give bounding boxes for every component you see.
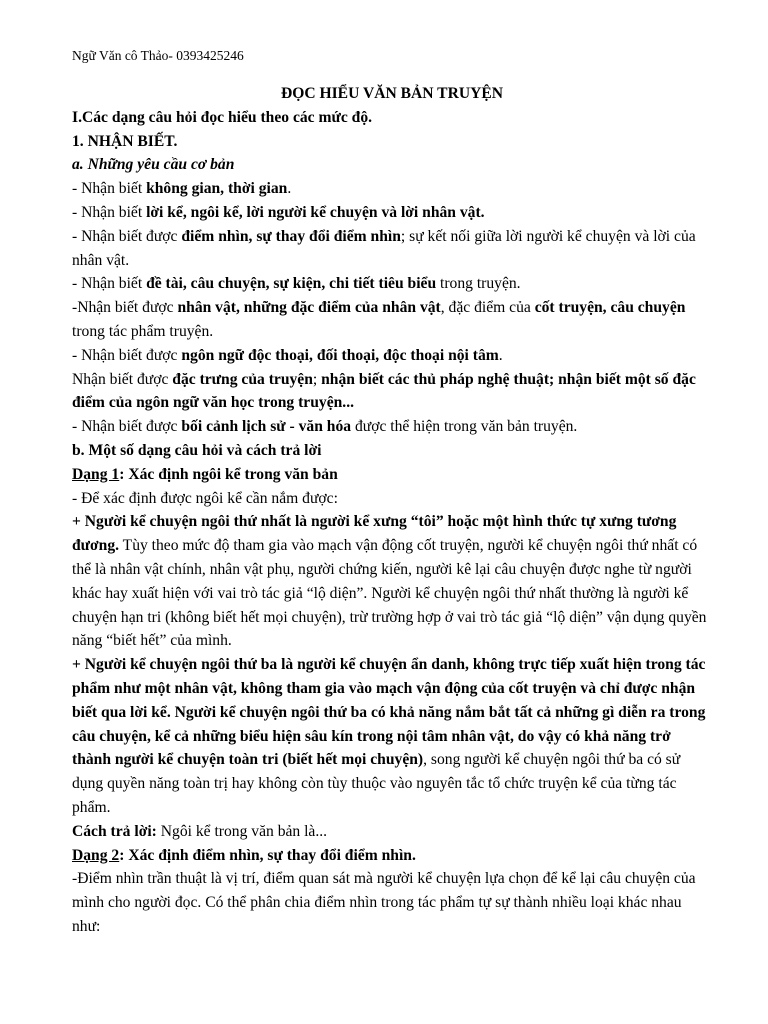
document-title: ĐỌC HIỂU VĂN BẢN TRUYỆN	[280, 85, 504, 102]
paragraph	[72, 225, 712, 273]
text-span: Ngôi kể trong văn bản là...	[156, 822, 328, 840]
bold-text: cốt truyện, câu chuyện	[534, 299, 686, 317]
text-span: Tùy theo mức độ tham gia vào mạch vận động cốt truyện, người kể chuyện ngôi thứ nhất có thể là nhân vật chính, nhân vật phụ, người chứng kiến, người kê lại câu chuyện được nghe từ người khác hay xuất hiện với vai trò tác giả “lộ diện”. Người kể chuyện ngôi thứ nhất thường là người kể chuyện hạn tri (không biết hết mọi chuyện), trừ trường hợp ở vai trò tác giả “lộ diện” vận dụng quyền năng “biết hết” của mình.	[72, 537, 707, 650]
question-type-heading	[72, 844, 712, 868]
text-span: -Nhận biết được	[72, 299, 178, 317]
subsection-heading: 1. NHẬN BIẾT.	[72, 132, 178, 150]
section-heading: I.Các dạng câu hỏi đọc hiểu theo các mức độ.	[72, 108, 373, 126]
text-span: - Nhận biết được	[72, 346, 182, 364]
paragraph	[72, 368, 712, 416]
paragraph	[72, 344, 712, 368]
underlined-label: Dạng 1	[72, 465, 120, 483]
text-span: được thể hiện trong văn bản truyện.	[351, 418, 578, 436]
underlined-label: Dạng 2	[72, 846, 120, 864]
text-span: trong truyện.	[436, 275, 521, 293]
text-span: .	[287, 180, 292, 198]
paragraph	[72, 415, 712, 439]
answer-line	[72, 820, 712, 844]
paragraph	[72, 201, 712, 225]
text-span: - Nhận biết được	[72, 418, 182, 436]
paragraph	[72, 653, 712, 820]
paragraph	[72, 510, 712, 653]
bold-text: ngôn ngữ độc thoại, đối thoại, độc thoại nội tâm	[181, 346, 499, 364]
text-span: , song người kể chuyện ngôi thứ ba có sử dụng quyền năng toàn trị hay không còn tùy thuộc vào nguyên tắc tổ chức truyện kể của từng tác phẩm.	[72, 751, 681, 816]
paragraph: - Để xác định được ngôi kể cần nắm được:	[72, 489, 338, 507]
question-type-heading	[72, 463, 712, 487]
bold-text: đặc trưng của truyện	[172, 370, 313, 388]
heading-text: : Xác định ngôi kể trong văn bản	[119, 465, 338, 483]
bold-text: lời kể, ngôi kể, lời người kể chuyện và lời nhân vật.	[146, 203, 485, 221]
text-span: - Nhận biết	[72, 180, 147, 198]
bold-text: bối cảnh lịch sử - văn hóa	[181, 418, 352, 436]
text-span: ;	[312, 370, 322, 388]
text-span: Nhận biết được	[72, 370, 173, 388]
text-span: trong tác phẩm truyện.	[72, 322, 214, 340]
bold-text: nhân vật, những đặc điểm của nhân vật	[177, 299, 441, 317]
paragraph: -Điểm nhìn trần thuật là vị trí, điểm quan sát mà người kể chuyện lựa chọn để kể lại câu chuyện của mình cho người đọc. Có thể phân chia điểm nhìn trong tác phẩm tự sự thành nhiều loại khác nhau như:	[72, 870, 696, 935]
bold-text: điểm nhìn, sự thay đổi điểm nhìn	[181, 227, 401, 245]
subsection-heading: a. Những yêu cầu cơ bản	[72, 156, 235, 174]
page-header: Ngữ Văn cô Thảo- 0393425246	[72, 48, 244, 63]
text-span: - Nhận biết	[72, 203, 147, 221]
bold-text: + Người kể chuyện ngôi thứ nhất là người kể xưng “tôi” hoặc một hình thức tự xưng tương đương.	[72, 513, 677, 555]
bold-text: nhận biết các thủ pháp nghệ thuật; nhận biết một số đặc điểm của ngôn ngữ văn học trong truyện...	[72, 370, 696, 412]
subsection-heading: b. Một số dạng câu hỏi và cách trả lời	[72, 441, 322, 459]
paragraph	[72, 177, 712, 201]
text-span: .	[498, 346, 503, 364]
heading-text: : Xác định điểm nhìn, sự thay đổi điểm nhìn.	[119, 846, 416, 864]
bold-text: không gian, thời gian	[146, 180, 288, 198]
bold-text: đề tài, câu chuyện, sự kiện, chi tiết tiêu biểu	[146, 275, 437, 293]
text-span: - Nhận biết được	[72, 227, 182, 245]
paragraph	[72, 272, 712, 296]
bold-text: + Người kể chuyện ngôi thứ ba là người kể chuyện ẩn danh, không trực tiếp xuất hiện trong tác phẩm như một nhân vật, không tham gia vào mạch vận động của cốt truyện và chỉ được nhận biết qua lời kể. Người kể chuyện ngôi thứ ba có khả năng nắm bắt tất cả những gì diễn ra trong câu chuyện, kể cả những biểu hiện sâu kín trong nội tâm nhân vật, do vậy có khả năng trở thành người kể chuyện toàn tri (biết hết mọi chuyện)	[72, 656, 706, 769]
text-span: - Nhận biết	[72, 275, 147, 293]
document-body	[72, 82, 712, 939]
text-span: , đặc điểm của	[440, 299, 535, 317]
paragraph	[72, 296, 712, 344]
text-span: ; sự kết nối giữa lời người kể chuyện và lời của nhân vật.	[72, 227, 696, 269]
bold-text: Cách trả lời:	[72, 822, 157, 840]
